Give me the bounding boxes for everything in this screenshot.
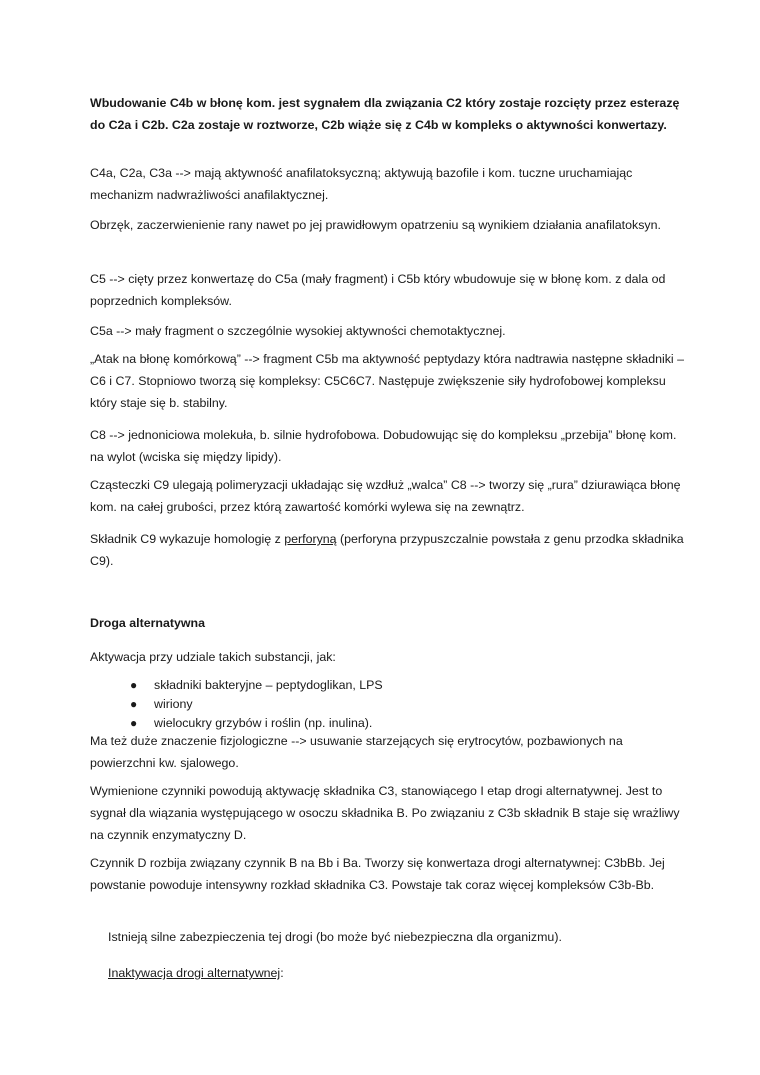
inactivation-heading: Inaktywacja drogi alternatywnej [108,966,281,980]
list-item-text: wielocukry grzybów i roślin (np. inulina). [154,716,373,730]
paragraph-c9-polymer-text: Cząsteczki C9 ulegają polimeryzacji układając się wzdłuż „walca” C8 --> tworzy się „rura” dziurawiąca błonę kom. na całej grubości, przez którą zawartość komórki wylewa się na zewnątrz. [90,478,681,514]
paragraph-c5a: C5a --> mały fragment o szczególnie wysokiej aktywności chemotaktycznej. [90,324,506,338]
paragraph-anaphylatoxins: C4a, C2a, C3a --> mają aktywność anafilatoksyczną; aktywują bazofile i kom. tuczne uruchamiając mechanizm nadwrażliwości anafilaktycznej. [90,166,633,202]
paragraph-c4b-membrane: Wbudowanie C4b w błonę kom. jest sygnałem dla związania C2 który zostaje rozcięty przez esterazę do C2a i C2b. C2a zostaje w roztworze, C2b wiąże się z C4b w kompleks o aktywności konwertazy. [90,96,680,132]
paragraph-swelling: Obrzęk, zaczerwienienie rany nawet po jej prawidłowym opatrzeniu są wynikiem działania anafilatoksyn. [90,218,661,232]
substances-list [130,676,630,733]
bullet-icon: ● [130,716,138,730]
paragraph-c9-polymer [90,474,690,518]
paragraph-inactivation [108,962,698,984]
list-item [130,695,630,714]
paragraph-physiological-role: Ma też duże znaczenie fizjologiczne --> usuwanie starzejących się erytrocytów, pozbawionych na powierzchni kw. sjalowego. [90,734,623,770]
homology-text-after: (perforyna przypuszczalnie powstała z genu przodka składnika C9). [90,532,684,568]
paragraph-c3-activation: Wymienione czynniki powodują aktywację składnika C3, stanowiącego I etap drogi alternatywnej. Jest to sygnał dla wiązania występującego w osoczu składnika B. Po związaniu z C3b składnik B staje się wrażliwy na czynnik enzymatyczny D. [90,784,680,842]
paragraph-safeguards: Istnieją silne zabezpieczenia tej drogi (bo może być niebezpieczna dla organizmu). [108,930,562,944]
paragraph-activation-substances: Aktywacja przy udziale takich substancji, jak: [90,650,336,664]
paragraph-c8: C8 --> jednoniciowa molekuła, b. silnie hydrofobowa. Dobudowując się do kompleksu „przebija” błonę kom. na wylot (wciska się między lipidy). [90,428,677,464]
paragraph-c5: C5 --> cięty przez konwertazę do C5a (mały fragment) i C5b który wbudowuje się w błonę kom. z dala od poprzednich kompleksów. [90,272,666,308]
perforyna-link[interactable]: perforyną [284,532,337,546]
paragraph-factor-d: Czynnik D rozbija związany czynnik B na Bb i Ba. Tworzy się konwertaza drogi alternatywnej: C3bBb. Jej powstanie powoduje intensywny rozkład składnika C3. Powstaje tak coraz więcej kompleksów C3b-Bb. [90,856,665,892]
list-item [130,676,630,695]
list-item-text: wiriony [154,697,193,711]
bullet-icon: ● [130,678,138,692]
bullet-icon: ● [130,697,138,711]
homology-text-before: Składnik C9 wykazuje homologię z [90,532,285,546]
list-item-text: składniki bakteryjne – peptydoglikan, LPS [154,678,383,692]
section-heading-alternative-pathway: Droga alternatywna [90,616,205,630]
paragraph-membrane-attack: „Atak na błonę komórkową” --> fragment C5b ma aktywność peptydazy która nadtrawia następne składniki – C6 i C7. Stopniowo tworzą się kompleksy: C5C6C7. Następuje zwiększenie siły hydrofobowej kompleksu który staje się b. stabilny. [90,352,685,410]
inactivation-colon: : [280,966,284,980]
paragraph-c9-homology [90,528,690,572]
